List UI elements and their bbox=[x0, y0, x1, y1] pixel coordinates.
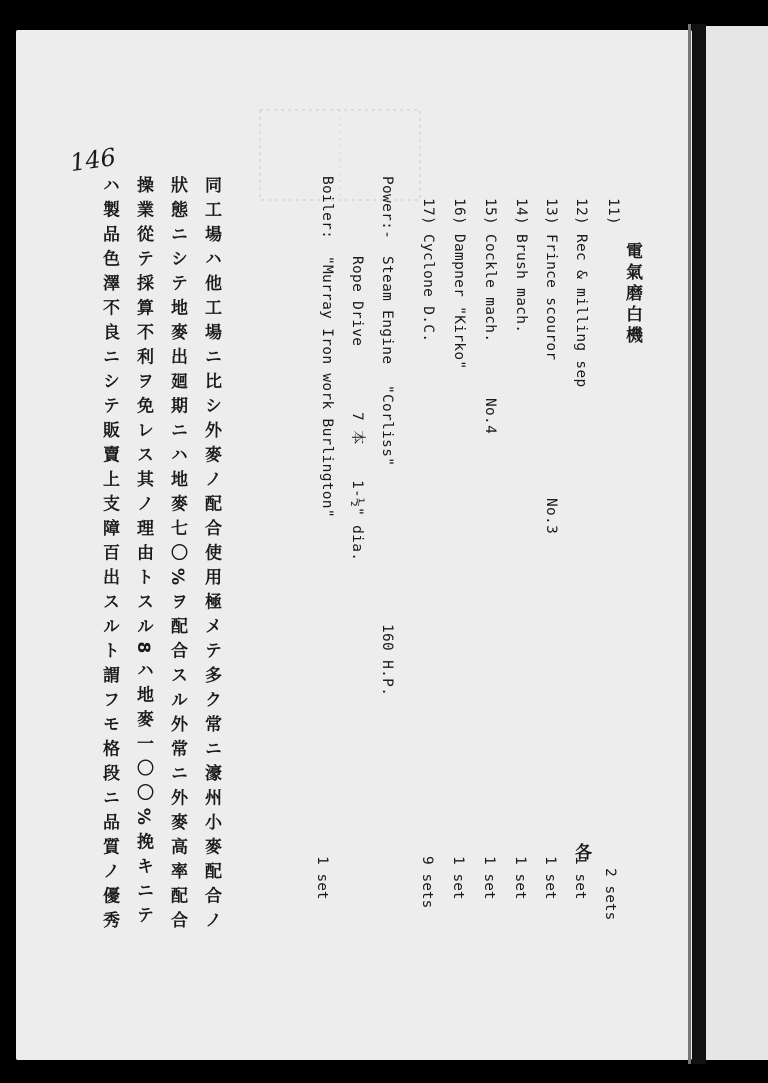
item-15-name: Cockle mach. bbox=[482, 234, 498, 343]
item-13-spec: No.3 bbox=[543, 498, 559, 535]
item-15-no: 15) bbox=[482, 198, 498, 226]
item-11-no: 11) bbox=[605, 198, 621, 226]
item-17-name: Cyclone D.C. bbox=[420, 234, 436, 343]
item-16-name: Dampner "Kirko" bbox=[451, 234, 467, 370]
item-16-no: 16) bbox=[451, 198, 467, 226]
item-17-no: 17) bbox=[420, 198, 436, 226]
faint-stamp bbox=[240, 100, 440, 220]
rope-count: 7 本 bbox=[349, 412, 365, 445]
item-17-qty: 9 sets bbox=[419, 856, 435, 909]
rope-drive-label: Rope Drive bbox=[349, 256, 365, 347]
each-marker: 各 bbox=[575, 843, 592, 863]
rope-diameter: 1-½" dia. bbox=[349, 480, 365, 562]
boiler-label: Boiler: bbox=[319, 176, 335, 240]
next-page-edge bbox=[706, 26, 768, 1060]
power-hp: 160 H.P. bbox=[379, 624, 395, 697]
boiler-qty: 1 set bbox=[314, 856, 330, 900]
item-13-no: 13) bbox=[543, 198, 559, 226]
power-engine: Steam Engine bbox=[379, 256, 395, 365]
item-12-qty: 1 set bbox=[572, 856, 588, 900]
power-label: Power:- bbox=[379, 176, 395, 240]
item-13-qty: 1 set bbox=[542, 856, 558, 900]
boiler-name: "Murray Iron work Burlington" bbox=[319, 256, 335, 518]
item-15-qty: 1 set bbox=[481, 856, 497, 900]
item-14-name: Brush mach. bbox=[513, 234, 529, 334]
binder-edge bbox=[688, 24, 691, 1064]
binder-line bbox=[692, 24, 706, 1064]
item-14-no: 14) bbox=[513, 198, 529, 226]
paragraph-line-2: 狀態ニシテ地麥出廻期ニハ地麥七〇%ヲ配合スル外常ニ外麥高率配合 bbox=[167, 176, 187, 936]
item-12-name: Rec & milling sep bbox=[573, 234, 589, 388]
paragraph-line-1: 同工場ハ他工場ニ比シ外麥ノ配合使用極メテ多ク常ニ濠州小麥配合ノ bbox=[201, 176, 221, 936]
item-15-spec: No.4 bbox=[482, 398, 498, 435]
item-12-no: 12) bbox=[573, 198, 589, 226]
paragraph-line-4: ハ製品色澤不良ニシテ販賣上支障百出スルト謂フモ格段ニ品質ノ優秀 bbox=[99, 176, 119, 936]
item-14-qty: 1 set bbox=[512, 856, 528, 900]
item-11-name: 電氣磨白機 bbox=[622, 242, 642, 347]
power-engine-name: "Corliss" bbox=[379, 385, 395, 467]
paragraph-line-3: 操業從テ採算不利ヲ免レス其ノ理由トスル8ハ地麥一〇〇%挽キニテ bbox=[133, 176, 153, 931]
item-13-name: Frince scouror bbox=[543, 234, 559, 361]
item-16-qty: 1 set bbox=[450, 856, 466, 900]
page-number: 146 bbox=[68, 142, 118, 178]
item-11-qty: 2 sets bbox=[602, 868, 618, 921]
